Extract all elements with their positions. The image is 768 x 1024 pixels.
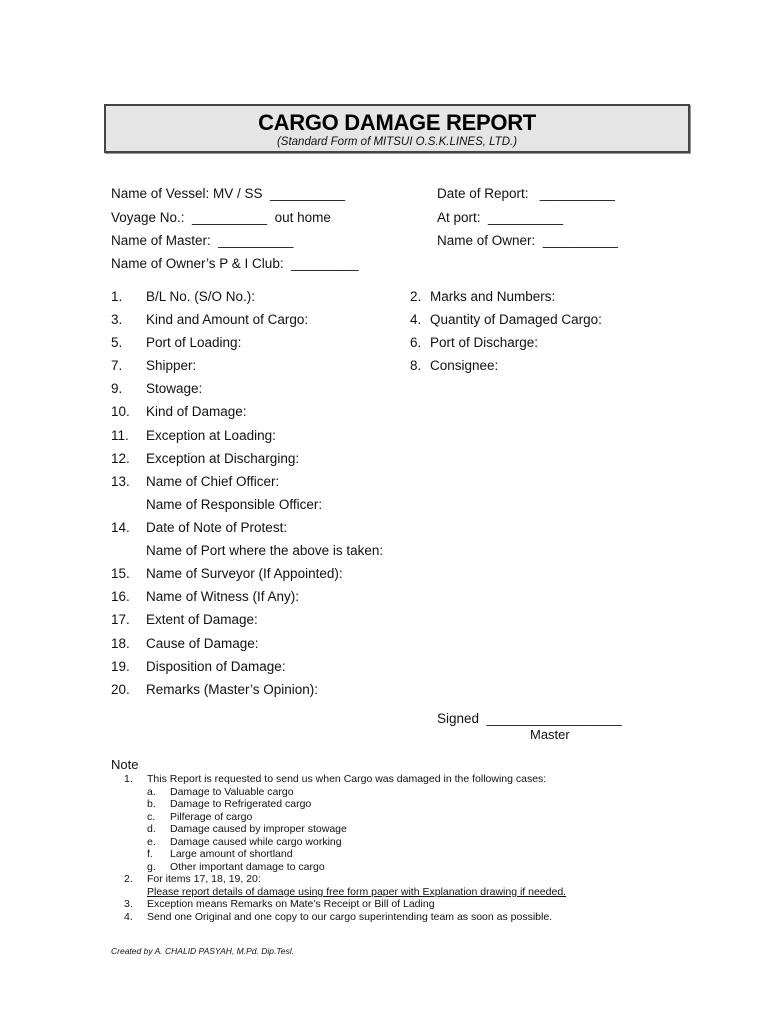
item-cause-of-damage: Cause of Damage:	[146, 636, 259, 651]
item-witness: Name of Witness (If Any):	[146, 589, 300, 604]
note-number: 4.	[124, 911, 133, 923]
item-port-of-discharge: Port of Discharge:	[430, 335, 539, 350]
master-name-field: Name of Master: __________	[111, 233, 294, 248]
item-kind-amount-cargo: Kind and Amount of Cargo:	[146, 312, 309, 327]
note-text: This Report is requested to send us when Cargo was damaged in the following cases:	[147, 773, 547, 785]
item-protest-port: Name of Port where the above is taken:	[146, 543, 384, 558]
author-credit: Created by A. CHALID PASYAH, M.Pd. Dip.Tesl.	[111, 946, 294, 956]
item-number: 11.	[111, 428, 129, 443]
note-number: 1.	[124, 773, 133, 785]
item-exception-loading: Exception at Loading:	[146, 428, 276, 443]
item-stowage: Stowage:	[146, 381, 203, 396]
item-responsible-officer: Name of Responsible Officer:	[146, 497, 323, 512]
item-number: 6.	[410, 335, 422, 350]
voyage-no-field: Voyage No.: __________ out home	[111, 210, 331, 225]
item-kind-of-damage: Kind of Damage:	[146, 404, 247, 419]
note-sub-letter: g.	[147, 861, 156, 873]
note-sub-text: Damage to Refrigerated cargo	[170, 798, 312, 810]
item-remarks: Remarks (Master’s Opinion):	[146, 682, 319, 697]
item-number: 8.	[410, 358, 422, 373]
note-sub-letter: b.	[147, 798, 156, 810]
item-number: 13.	[111, 474, 130, 489]
item-chief-officer: Name of Chief Officer:	[146, 474, 280, 489]
item-number: 20.	[111, 682, 130, 697]
item-number: 15.	[111, 566, 130, 581]
item-surveyor: Name of Surveyor (If Appointed):	[146, 566, 343, 581]
item-number: 1.	[111, 289, 123, 304]
note-sub-letter: c.	[147, 811, 156, 823]
item-number: 18.	[111, 636, 130, 651]
item-disposition-of-damage: Disposition of Damage:	[146, 659, 286, 674]
note-sub-text: Large amount of shortland	[170, 848, 293, 860]
date-of-report-field: Date of Report: __________	[437, 186, 615, 201]
signature-line: Signed __________________	[437, 711, 622, 726]
note-text: For items 17, 18, 19, 20:	[147, 873, 261, 885]
item-number: 10.	[111, 404, 130, 419]
report-subtitle: (Standard Form of MITSUI O.S.K.LINES, LTD.)	[276, 136, 518, 148]
note-number: 3.	[124, 898, 133, 910]
vessel-name-field: Name of Vessel: MV / SS __________	[111, 186, 346, 201]
item-exception-discharging: Exception at Discharging:	[146, 451, 300, 466]
item-number: 19.	[111, 659, 130, 674]
item-number: 17.	[111, 612, 130, 627]
note-sub-text: Damage caused while cargo working	[170, 836, 342, 848]
item-port-of-loading: Port of Loading:	[146, 335, 242, 350]
item-bl-no: B/L No. (S/O No.):	[146, 289, 256, 304]
item-number: 12.	[111, 451, 130, 466]
note-text: Send one Original and one copy to our cargo superintending team as soon as possible.	[147, 911, 553, 923]
item-quantity-damaged: Quantity of Damaged Cargo:	[430, 312, 602, 327]
item-number: 14.	[111, 520, 130, 535]
note-sub-text: Damage to Valuable cargo	[170, 786, 294, 798]
item-extent-of-damage: Extent of Damage:	[146, 612, 258, 627]
item-number: 16.	[111, 589, 130, 604]
item-number: 2.	[410, 289, 422, 304]
item-number: 3.	[111, 312, 123, 327]
note-sub-letter: e.	[147, 836, 156, 848]
note-sub-text: Pilferage of cargo	[170, 811, 253, 823]
note-text: Exception means Remarks on Mate’s Receipt or Bill of Lading	[147, 898, 435, 910]
item-number: 7.	[111, 358, 123, 373]
note-sub-letter: f.	[147, 848, 153, 860]
item-number: 4.	[410, 312, 422, 327]
note-sub-letter: d.	[147, 823, 156, 835]
at-port-field: At port: __________	[437, 210, 564, 225]
note-number: 2.	[124, 873, 133, 885]
item-number: 9.	[111, 381, 123, 396]
item-marks-numbers: Marks and Numbers:	[430, 289, 556, 304]
note-text-underlined: Please report details of damage using free form paper with Explanation drawing if needed.	[147, 886, 567, 898]
item-note-of-protest-date: Date of Note of Protest:	[146, 520, 288, 535]
notes-heading: Note	[111, 757, 139, 772]
note-sub-letter: a.	[147, 786, 156, 798]
report-title: CARGO DAMAGE REPORT	[258, 110, 536, 135]
item-shipper: Shipper:	[146, 358, 197, 373]
signature-master-label: Master	[530, 727, 570, 742]
item-number: 5.	[111, 335, 123, 350]
note-sub-text: Damage caused by improper stowage	[170, 823, 347, 835]
note-sub-text: Other important damage to cargo	[170, 861, 325, 873]
pi-club-field: Name of Owner’s P & I Club: _________	[111, 256, 359, 271]
title-box	[104, 104, 690, 153]
owner-name-field: Name of Owner: __________	[437, 233, 618, 248]
item-consignee: Consignee:	[430, 358, 499, 373]
